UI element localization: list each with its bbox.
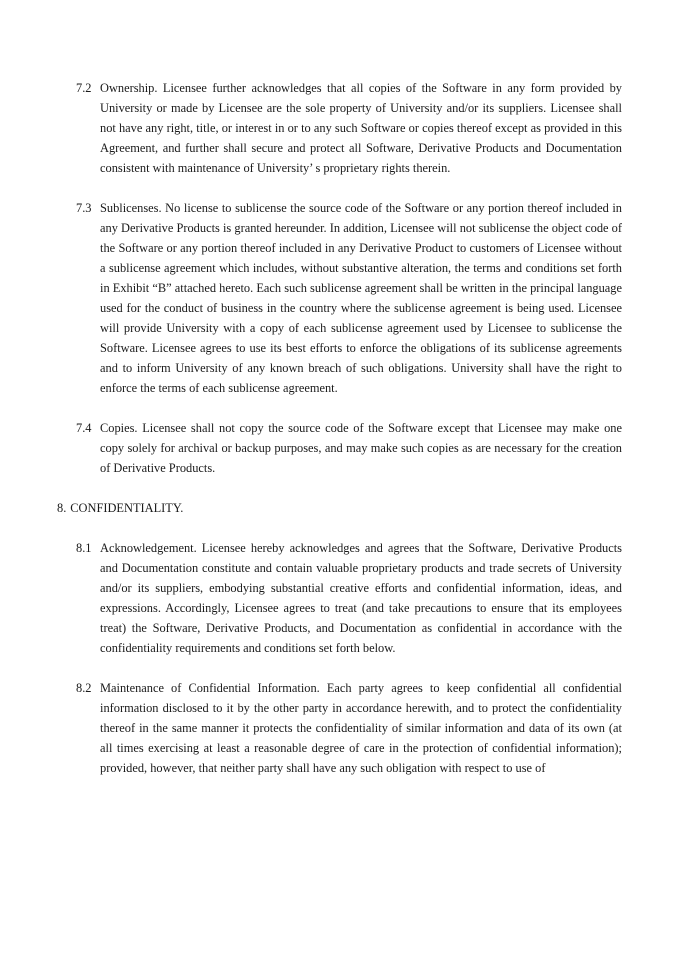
- clause-7-2: [76, 78, 622, 178]
- clause-8-2: [76, 678, 622, 778]
- document-body: [57, 78, 622, 798]
- clause-text: Ownership. Licensee further acknowledges that all copies of the Software in any form provided by University or made by Licensee are the sole property of University and/or its suppliers. Licensee shall not have any right, title, or interest in or to any such Software or copies thereof except as provided in this Agreement, and further shall secure and protect all Software, Derivative Products and Documentation consistent with maintenance of University’ s proprietary rights therein.: [100, 81, 622, 175]
- clause-text: Acknowledgement. Licensee hereby acknowledges and agrees that the Software, Derivative Products and Documentation constitute and contain valuable proprietary products and trade secrets of University and/or its suppliers, embodying substantial creative efforts and confidential information, ideas, and expressions. Accordingly, Licensee agrees to treat (and take precautions to ensure that its employees treat) the Software, Derivative Products, and Documentation as confidential in accordance with the confidentiality requirements and conditions set forth below.: [100, 541, 622, 655]
- clause-number: 8.1: [76, 541, 92, 555]
- clause-7-4: [76, 418, 622, 478]
- clause-8-1: [76, 538, 622, 658]
- clause-number: 7.4: [76, 421, 92, 435]
- clause-7-3: [76, 198, 622, 398]
- section-heading-confidentiality: [57, 498, 622, 518]
- clause-text: Copies. Licensee shall not copy the source code of the Software except that Licensee may make one copy solely for archival or backup purposes, and may make such copies as are necessary for the creation of Derivative Products.: [100, 421, 622, 475]
- clause-number: 7.3: [76, 201, 92, 215]
- section-number: 8.: [57, 501, 67, 515]
- clause-number: 7.2: [76, 81, 92, 95]
- clause-text: Sublicenses. No license to sublicense the source code of the Software or any portion thereof included in any Derivative Products is granted hereunder. In addition, Licensee will not sublicense the object code of the Software or any portion thereof included in any Derivative Product to customers of Licensee without a sublicense agreement which includes, without substantive alteration, the terms and conditions set forth in Exhibit “B” attached hereto. Each such sublicense agreement shall be written in the principal language used for the conduct of business in the country where the sublicense agreement is being used. Licensee will provide University with a copy of each sublicense agreement used by Licensee to sublicense the Software. Licensee agrees to use its best efforts to enforce the obligations of its sublicense agreements and to inform University of any known breach of such obligations. University shall have the right to enforce the terms of each sublicense agreement.: [100, 201, 622, 395]
- clause-text: Maintenance of Confidential Information. Each party agrees to keep confidential all confidential information disclosed to it by the other party in accordance herewith, and to protect the confidentiality thereof in the same manner it protects the confidentiality of similar information and data of its own (at all times exercising at least a reasonable degree of care in the protection of confidential information); provided, however, that neither party shall have any such obligation with respect to use of: [100, 681, 622, 775]
- section-title: CONFIDENTIALITY.: [70, 501, 184, 515]
- clause-number: 8.2: [76, 681, 92, 695]
